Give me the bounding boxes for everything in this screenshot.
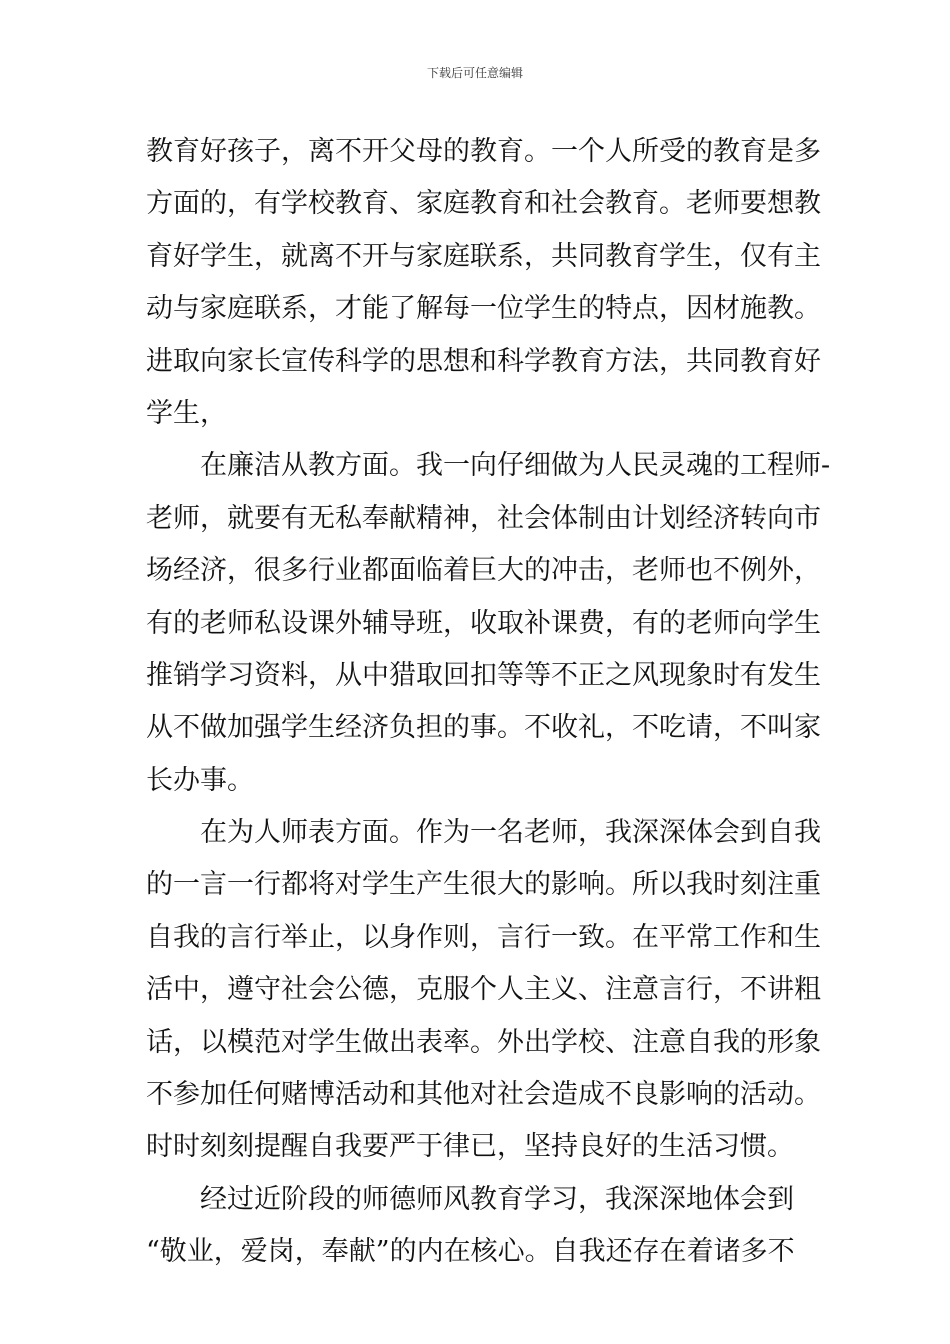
text-line: 在廉洁从教方面。我一向仔细做为人民灵魂的工程师- — [200, 450, 831, 482]
text-line: 进取向家长宣传科学的思想和科学教育方法，共同教育好 — [146, 345, 821, 377]
text-line: “敬业，爱岗，奉献”的内在核心。自我还存在着诸多不 — [146, 1236, 795, 1268]
text-line: 教育好孩子，离不开父母的教育。一个人所受的教育是多 — [146, 136, 821, 167]
text-line: 老师，就要有无私奉献精神，社会体制由计划经济转向市 — [146, 502, 821, 534]
document-body — [146, 126, 831, 1279]
text-line: 不参加任何赌博活动和其他对社会造成不良影响的活动。 — [146, 1079, 821, 1111]
text-line: 经过近阶段的师德师风教育学习，我深深地体会到 — [200, 1183, 794, 1215]
text-line: 动与家庭联系，才能了解每一位学生的特点，因材施教。 — [146, 293, 821, 325]
text-line: 育好学生，就离不开与家庭联系，共同教育学生，仅有主 — [146, 240, 821, 272]
text-line: 的一言一行都将对学生产生很大的影响。所以我时刻注重 — [146, 869, 821, 901]
text-line: 方面的，有学校教育、家庭教育和社会教育。老师要想教 — [146, 188, 821, 220]
text-line: 推销学习资料，从中猎取回扣等等不正之风现象时有发生 — [146, 659, 821, 691]
text-line: 自我的言行举止，以身作则，言行一致。在平常工作和生 — [146, 921, 821, 953]
text-line: 话，以模范对学生做出表率。外出学校、注意自我的形象 — [146, 1026, 821, 1058]
text-line: 有的老师私设课外辅导班，收取补课费，有的老师向学生 — [146, 607, 821, 639]
text-line: 场经济，很多行业都面临着巨大的冲击，老师也不例外， — [146, 555, 821, 587]
text-line: 在为人师表方面。作为一名老师，我深深体会到自我 — [200, 817, 821, 849]
text-line: 学生， — [146, 397, 227, 429]
text-line: 长办事。 — [146, 764, 254, 796]
text-line: 时时刻刻提醒自我要严于律已，坚持良好的生活习惯。 — [146, 1131, 794, 1163]
text-line: 活中，遵守社会公德，克服个人主义、注意言行，不讲粗 — [146, 974, 821, 1006]
text-line: 从不做加强学生经济负担的事。不收礼，不吃请，不叫家 — [146, 712, 821, 744]
page-header: 下载后可任意编辑 — [426, 66, 523, 80]
